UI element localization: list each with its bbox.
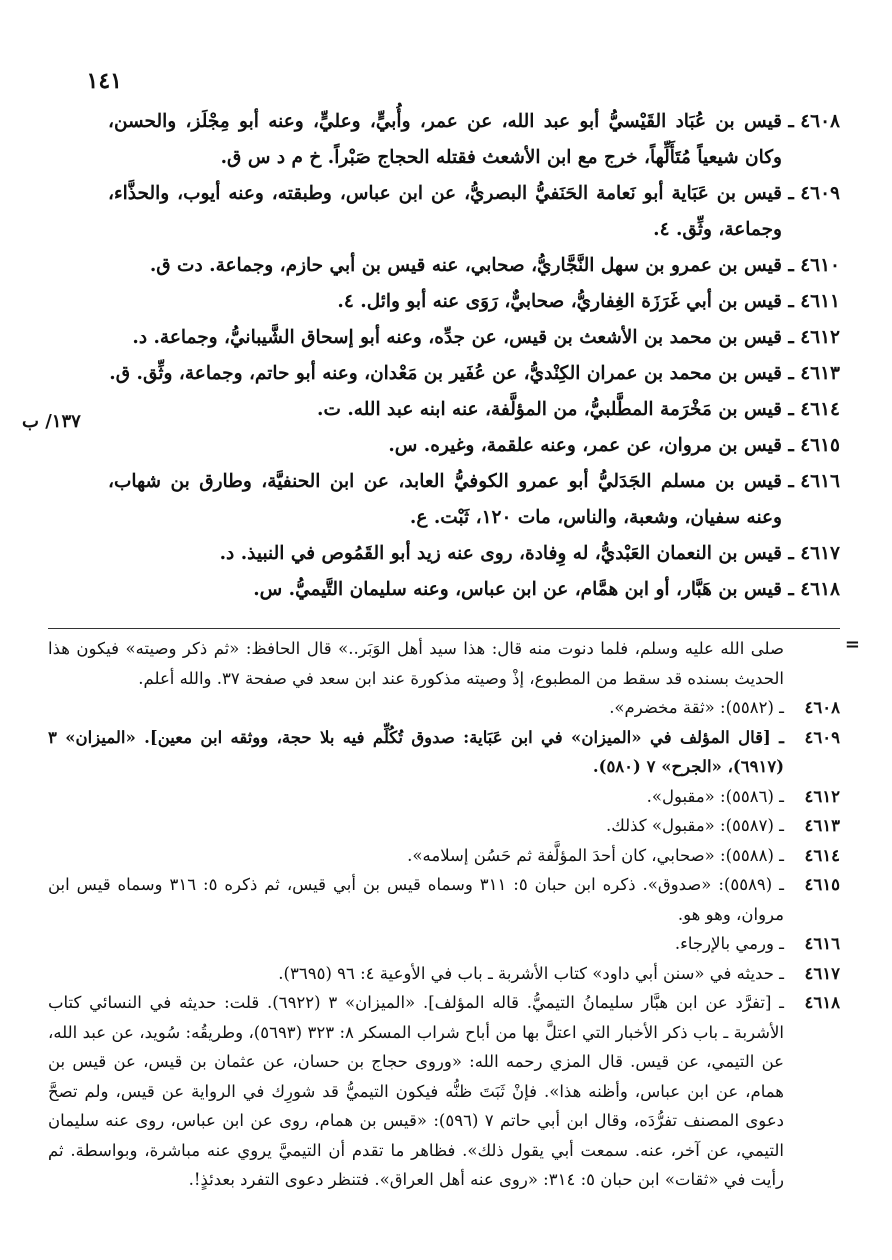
entry-text: قيس بن محمد بن الأشعث بن قيس، عن جدِّه، وعنه أبو إسحاق الشَّيبانيُّ، وجماعة. د. (132, 327, 782, 348)
footnote-text: ـ [تفرَّد عن ابن هبَّار سليمانُ التيميُّ. قاله المؤلف]. «الميزان» ٣ (٦٩٢٢). قلت: حديثه في النسائي كتاب الأشربة ـ باب ذكر الأخبار التي اعتلَّ بها من أباح شراب المسكر ٨: ٣٢٣ (٥٦٩٣)، وطريقُه: سُويد، عن عبد الله، عن التيمي، عن قيس. قال المزي رحمه الله: «وروى حجاج بن حسان، عن عثمان بن قيس، عن قيس بن همام، عن ابن عباس، وأظنه هذا». فإنْ ثَبَتَ ظنُّه فيكون التيميُّ قد شورِك في الرواية عن قيس، ولم تصحَّ دعوى المصنف تفرُّدَه، وقال ابن أبي حاتم ٧ (٥٩٦): «قيس بن همام، روى عن ابن عباس، روى عنه سليمان التيمي، عن آخر، عنه. سمعت أبي يقول ذلك». فظاهر ما تقدم أن التيميَّ يروي عنه مباشرة، وبواسطة. ثم رأيت في «ثقات» ابن حبان ٥: ٣١٤: «روى عنه أهل العراق». فتنظر دعوى التفرد بعدئذٍ!. (48, 993, 785, 1189)
entry-text: قيس بن أبي غَرَزَة الغِفاريُّ، صحابيٌّ، رَوَى عنه أبو وائل. ٤. (337, 291, 782, 312)
entry-number: ٤٦١٠ ـ (788, 255, 840, 276)
entry-text: قيس بن مسلم الجَدَليُّ أبو عمرو الكوفيُّ العابد، عن ابن الحنفيَّة، وطارق بن شهاب، وعنه سفيان، وشعبة، والناس، مات ١٢٠، ثَبْت. ع. (108, 471, 782, 528)
entry-number: ٤٦١٥ ـ (788, 435, 840, 456)
footnote-number: ٤٦١٢ (804, 786, 840, 806)
footnote-text: صلى الله عليه وسلم، فلما دنوت منه قال: هذا سيد أهل الوَبَر..» قال الحافظ: «ثم ذكر وصيته» فيكون هذا الحديث بسنده قد سقط من المطبوع، إذْ وصيته مذكورة عند ابن سعد في صفحة ٣٧. والله أعلم. (48, 639, 784, 688)
entry (108, 284, 840, 320)
entry (108, 104, 840, 176)
footnote-number: ٤٦١٣ (804, 816, 840, 835)
entry-text: قيس بن عَبَاية أبو نَعامة الحَنَفيُّ البصريُّ، عن ابن عباس، وطبقته، وعنه أيوب، والحذَّاء، وجماعة، وثِّق. ٤. (108, 183, 782, 240)
footnote-text: ـ (٥٥٨٨): «صحابي، كان أحدَ المؤلَّفة ثم حَسُن إسلامه». (407, 845, 784, 865)
entry (108, 536, 840, 572)
footnote-text: ـ (٥٥٨٧): «مقبول» كذلك. (605, 816, 784, 835)
entry-number: ٤٦١٣ ـ (788, 363, 840, 384)
footnote-text: ـ حديثه في «سنن أبي داود» كتاب الأشربة ـ باب في الأوعية ٤: ٩٦ (٣٦٩٥). (278, 963, 784, 983)
entry-text: قيس بن عمرو بن سهل النَّجَّاريُّ، صحابي، عنه قيس بن أبي حازم، وجماعة. دت ق. (149, 255, 782, 276)
footnote (48, 782, 840, 812)
entry (108, 572, 840, 608)
entry-number: ٤٦١١ ـ (788, 291, 840, 312)
manuscript-folio-marker: ١٣٧/ ب (22, 411, 81, 432)
footnote-number: ٤٦١٦ (804, 934, 840, 953)
footnote (48, 870, 840, 929)
footnote-number: ٤٦١٥ (804, 875, 840, 894)
main-entries (108, 104, 840, 608)
footnote (48, 988, 840, 1195)
entry (108, 356, 840, 392)
footnote-text: ـ (٥٥٨٩): «صدوق». ذكره ابن حبان ٥: ٣١١ وسماه قيس بن أبي قيس، ثم ذكره ٥: ٣١٦ وسماه قيس ابن مروان، وهو هو. (48, 875, 785, 924)
footnote-text: ـ (٥٥٨٢): «ثقة مخضرم». (609, 698, 784, 717)
footnote (48, 929, 840, 959)
entry-text: قيس بن محمد بن عمران الكِنْديُّ، عن عُفَير بن مَعْدان، وعنه أبو حاتم، وجماعة، وثِّق. ق. (109, 363, 782, 384)
entry (108, 248, 840, 284)
entry-number: ٤٦٠٩ ـ (788, 183, 840, 204)
footnote-text: ـ (٥٥٨٦): «مقبول». (646, 786, 784, 806)
footnote-number: ٤٦١٨ (804, 993, 840, 1012)
entry-text: قيس بن هَبَّار، أو ابن همَّام، عن ابن عباس، وعنه سليمان التَّيميُّ. س. (253, 579, 782, 600)
entry (108, 320, 840, 356)
footnote (48, 811, 840, 841)
entry-number: ٤٦١٢ ـ (788, 327, 840, 348)
footnote (48, 841, 840, 871)
footnote-number: ٤٦٠٨ (804, 698, 840, 717)
footnote-divider (48, 628, 840, 629)
entry-text: قيس بن مروان، عن عمر، وعنه علقمة، وغيره. س. (388, 435, 782, 456)
footnote-number: ٤٦١٤ (804, 845, 840, 865)
entry (108, 428, 840, 464)
footnote-continuation-marker: = (844, 634, 860, 655)
footnote-number: ٤٦١٧ (804, 963, 840, 983)
entry-text: قيس بن عُبَاد القَيْسيُّ أبو عبد الله، عن عمر، وأُبيٍّ، وعليٍّ، وعنه أبو مِجْلَز، والحسن، وكان شيعياً مُتَأَلِّهاً، خرج مع ابن الأشعث فقتله الحجاج صَبْراً. خ م د س ق. (108, 111, 782, 168)
entry (108, 176, 840, 248)
footnote-text: ـ [قال المؤلف في «الميزان» في ابن عَبَاية: صدوق تُكُلِّم فيه بلا حجة، ووثقه ابن معين]. «الميزان» ٣ (٦٩١٧)، «الجرح» ٧ (٥٨٠). (48, 727, 784, 776)
footnote (48, 959, 840, 989)
entry-text: قيس بن النعمان العَبْديُّ، له وِفادة، روى عنه زيد أبو القَمُوص في النبيذ. د. (219, 543, 782, 564)
footnote-text: ـ ورمي بالإرجاء. (674, 934, 784, 953)
footnote-number: ٤٦٠٩ (804, 727, 840, 747)
footnote (48, 723, 840, 782)
entry-number: ٤٦١٨ ـ (788, 579, 840, 600)
entry-number: ٤٦١٦ ـ (788, 471, 840, 492)
footnote (48, 693, 840, 723)
entry (108, 392, 840, 428)
entry-text: قيس بن مَخْرَمة المطَّلبيُّ، من المؤلَّفة، عنه ابنه عبد الله. ت. (317, 399, 782, 420)
footnotes (48, 634, 840, 1195)
page-number: ١٤١ (86, 68, 122, 94)
entry-number: ٤٦١٤ ـ (788, 399, 840, 420)
entry-number: ٤٦١٧ ـ (788, 543, 840, 564)
footnote (48, 634, 840, 693)
entry-number: ٤٦٠٨ ـ (788, 111, 840, 132)
entry (108, 464, 840, 536)
